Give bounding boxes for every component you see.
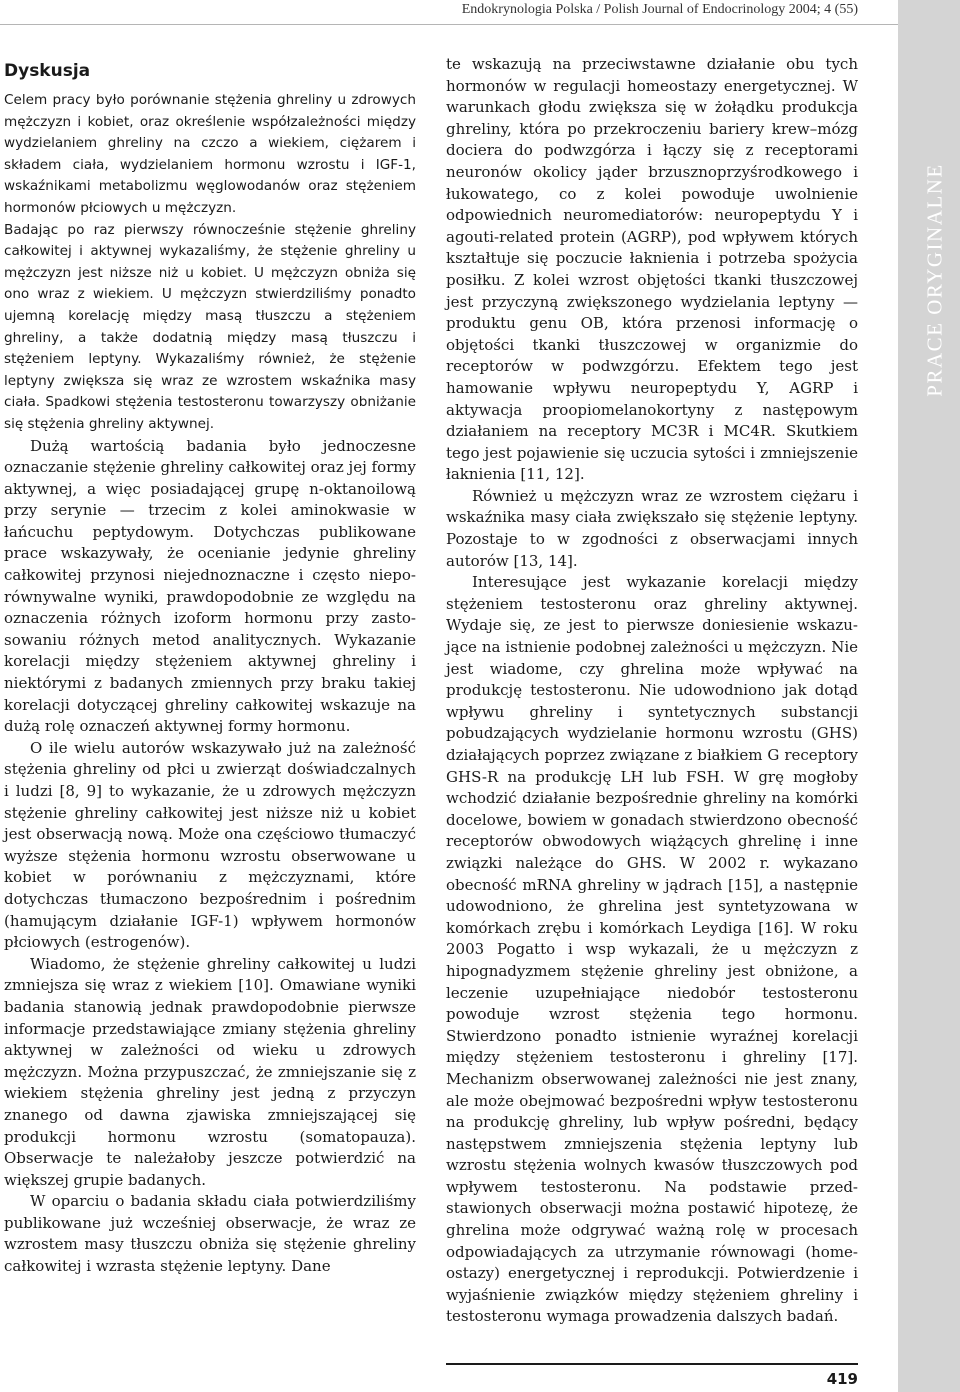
paragraph: Dużą wartością badania było jednoczesne oznaczanie stężenie ghreliny całkowitej oraz jej formy aktywnej, a więc posiadającej grupę n-oktanoilową przy serynie — trzecim z kolei aminokwasie w łańcuchu peptydowym. Dotychczas publikowane prace wskazywały, że ocenianie jedynie ghreliny całkowitej przynosi niejednoznaczne i często nieporównywalne wyniki, prawdopodobnie ze względu na oznaczenia różnych izoform hormonu przy zastosowaniu różnych metod analitycznych. Wykazanie korelacji między stężeniem aktywnej ghreliny i niektórymi z badanych zmiennych przy braku takiej korelacji dotyczącej ghreliny całkowitej wskazuje na dużą rolę oznaczeń aktywnej formy hormonu. [4, 436, 416, 736]
section-heading: Dyskusja [4, 61, 91, 81]
section-side-label [905, 160, 960, 400]
footer-divider [446, 1363, 858, 1365]
section-side-label-text: PRACE ORYGINALNE [922, 163, 947, 397]
paragraph: Wiadomo, że stężenie ghreliny całkowitej u ludzi zmniejsza się wraz z wiekiem [10]. Omawiane wyniki badania stanowią jednak prawdopodobnie pierwsze informacje przedstawiające zmiany stężenia ghreliny aktywnej w zależności od wieku u zdrowych mężczyzn. Można przypuszczać, że zmniejszanie się z wiekiem stężenia ghreliny jest jedną z przyczyn znanego od dawna zjawiska zmniejszającej się produkcji hormonu wzrostu (somatopauza). Obserwacje te należałoby jeszcze potwierdzić na większej grupie badanych. [4, 954, 416, 1189]
right-column [446, 54, 858, 1328]
page-number: 419 [826, 1370, 858, 1388]
header-divider [0, 24, 960, 25]
running-head: Endokrynologia Polska / Polish Journal of Endocrinology 2004; 4 (55) [461, 2, 858, 17]
paragraph: O ile wielu autorów wskazywało już na zależność stężenia ghreliny od płci u zwierząt doświadczalnych i ludzi [8, 9] to wykazanie, że u zdrowych mężczyzn stężenie ghreliny całkowitej jest niższe niż u kobiet jest obserwacją nową. Może ona częściowo tłumaczyć wyższe stężenia hormonu wzrostu obserwowane u kobiet w porównaniu z mężczyznami, które dotychczas tłumaczono bezpośrednim i pośrednim (hamującym działanie IGF-1) wpływem hormonów płciowych (estrogenów). [4, 738, 416, 952]
paragraph: W oparciu o badania składu ciała potwierdziliśmy publikowane już wcześniej obserwacje, że wraz ze wzrostem masy tłuszczu obniża się stężenie ghreliny całkowitej i wzrasta stężenie leptyny. Dane [4, 1192, 416, 1276]
paragraph: Również u mężczyzn wraz ze wzrostem ciężaru i wskaźnika masy ciała zwiększało się stężenie leptyny. Pozostaje to w zgodności z obserwacjami innych autorów [13, 14]. [446, 486, 858, 570]
paragraph: Badając po raz pierwszy równocześnie stężenie ghreliny całkowitej i aktywnej wykazaliśmy, że stężenie ghreliny u mężczyzn jest niższe niż u kobiet. U mężczyzn obniża się ono wraz z wiekiem. U mężczyzn stwierdziliśmy ponadto ujemną korelację między masą tłuszczu a stężeniem ghreliny, a także dodatnią między masą tłuszczu i stężeniem leptyny. Wykazaliśmy również, że stężenie leptyny zwiększa się wraz ze wzrostem wskaźnika masy ciała. Spadkowi stężenia testosteronu towarzyszy obniżanie się stężenia ghreliny aktywnej. [4, 221, 416, 432]
paragraph: te wskazują na przeciwstawne działanie obu tych hormonów w regulacji homeostazy energetycznej. W warunkach głodu zwiększa się w żołądku produkcja ghreliny, która po przekroczeniu bariery krew–mózg dociera do podwzgórza i łączy się z receptorami neuronów okolicy jąder brzusznoprzyśrodkowego i łukowatego, co z kolei powoduje uwolnienie odpowiednich neuromediatorów: neuropeptydu Y i agouti-related protein (AGRP), pod wpływem których kształtuje się poczucie łaknienia i potrzeba spożycia posiłku. Z kolei wzrost objętości tkanki tłuszczowej jest przyczyną zwiększonego wydzielania leptyny — produktu genu OB, która przenosi informację o objętości tkanki tłuszczowej w organizmie do receptorów w podwzgórzu. Efektem tego jest hamowanie wpływu neuropeptydu Y, AGRP i aktywacja proopiomelanokortyny z następowym działaniem na receptory MC3R i MC4R. Skutkiem tego jest pojawienie się uczucia sytości i zmniejszenie łaknienia [11, 12]. [446, 55, 858, 484]
left-column [4, 54, 416, 1278]
paragraph: Interesujące jest wykazanie korelacji między stężeniem testosteronu oraz ghreliny aktywnej. Wydaje się, ze jest to pierwsze doniesienie wskazujące na istnienie podobnej zależności u mężczyzn. Nie jest wiadome, czy ghrelina może wpływać na produkcję testosteronu. Nie udowodniono jak dotąd wpływu ghreliny i syntetycznych substancji pobudzających wydzielanie hormonu wzrostu (GHS) działających poprzez związane z białkiem G receptory GHS-R na produkcję LH lub FSH. W grę mogłoby wchodzić działanie bezpośrednie ghreliny na komórki docelowe, bowiem w gonadach stwierdzono obecność receptorów obwodowych wiążących ghrelinę i inne związki należące do GHS. W 2002 r. wykazano obecność mRNA ghreliny w jądrach [15], a następnie udowodniono, że ghrelina jest syntetyzowana w komórkach zrębu i komórkach Leydiga [16]. W roku 2003 Pogatto i wsp wykazali, że u mężczyzn z hipognadyzmem stężenie ghreliny jest obniżone, a leczenie uzupełniające niedobór testosteronu powoduje wzrost stężenia tego hormonu. Stwierdzono ponadto istnienie wyraźnej korelacji między stężeniem testosteronu i ghreliny [17]. Mechanizm obserwowanej zależności nie jest znany, ale może obejmować bezpośredni wpływ testosteronu na produkcję ghreliny, lub wpływ pośredni, będący następstwem zmniejszenia stężenia leptyny lub wzrostu stężenia wolnych kwasów tłuszczowych pod wpływem testosteronu. Na podstawie przedstawionych obserwacji można postawić hipotezę, że ghrelina może odgrywać ważną rolę w procesach odpowiadających za utrzymanie równowagi (homeostazy) energetycznej i reprodukcji. Potwierdzenie i wyjaśnienie związków między stężeniem ghreliny i testosteronu wymaga prowadzenia dalszych badań. [446, 573, 858, 1326]
paragraph: Celem pracy było porównanie stężenia ghreliny u zdrowych mężczyzn i kobiet, oraz określenie współzależności między wydzielaniem ghreliny na czczo a wiekiem, ciężarem i składem ciała, wydzielaniem hormonu wzrostu i IGF-1, wskaźnikami metabolizmu węglowodanów oraz stężeniem hormonów płciowych u mężczyzn. [4, 92, 416, 216]
